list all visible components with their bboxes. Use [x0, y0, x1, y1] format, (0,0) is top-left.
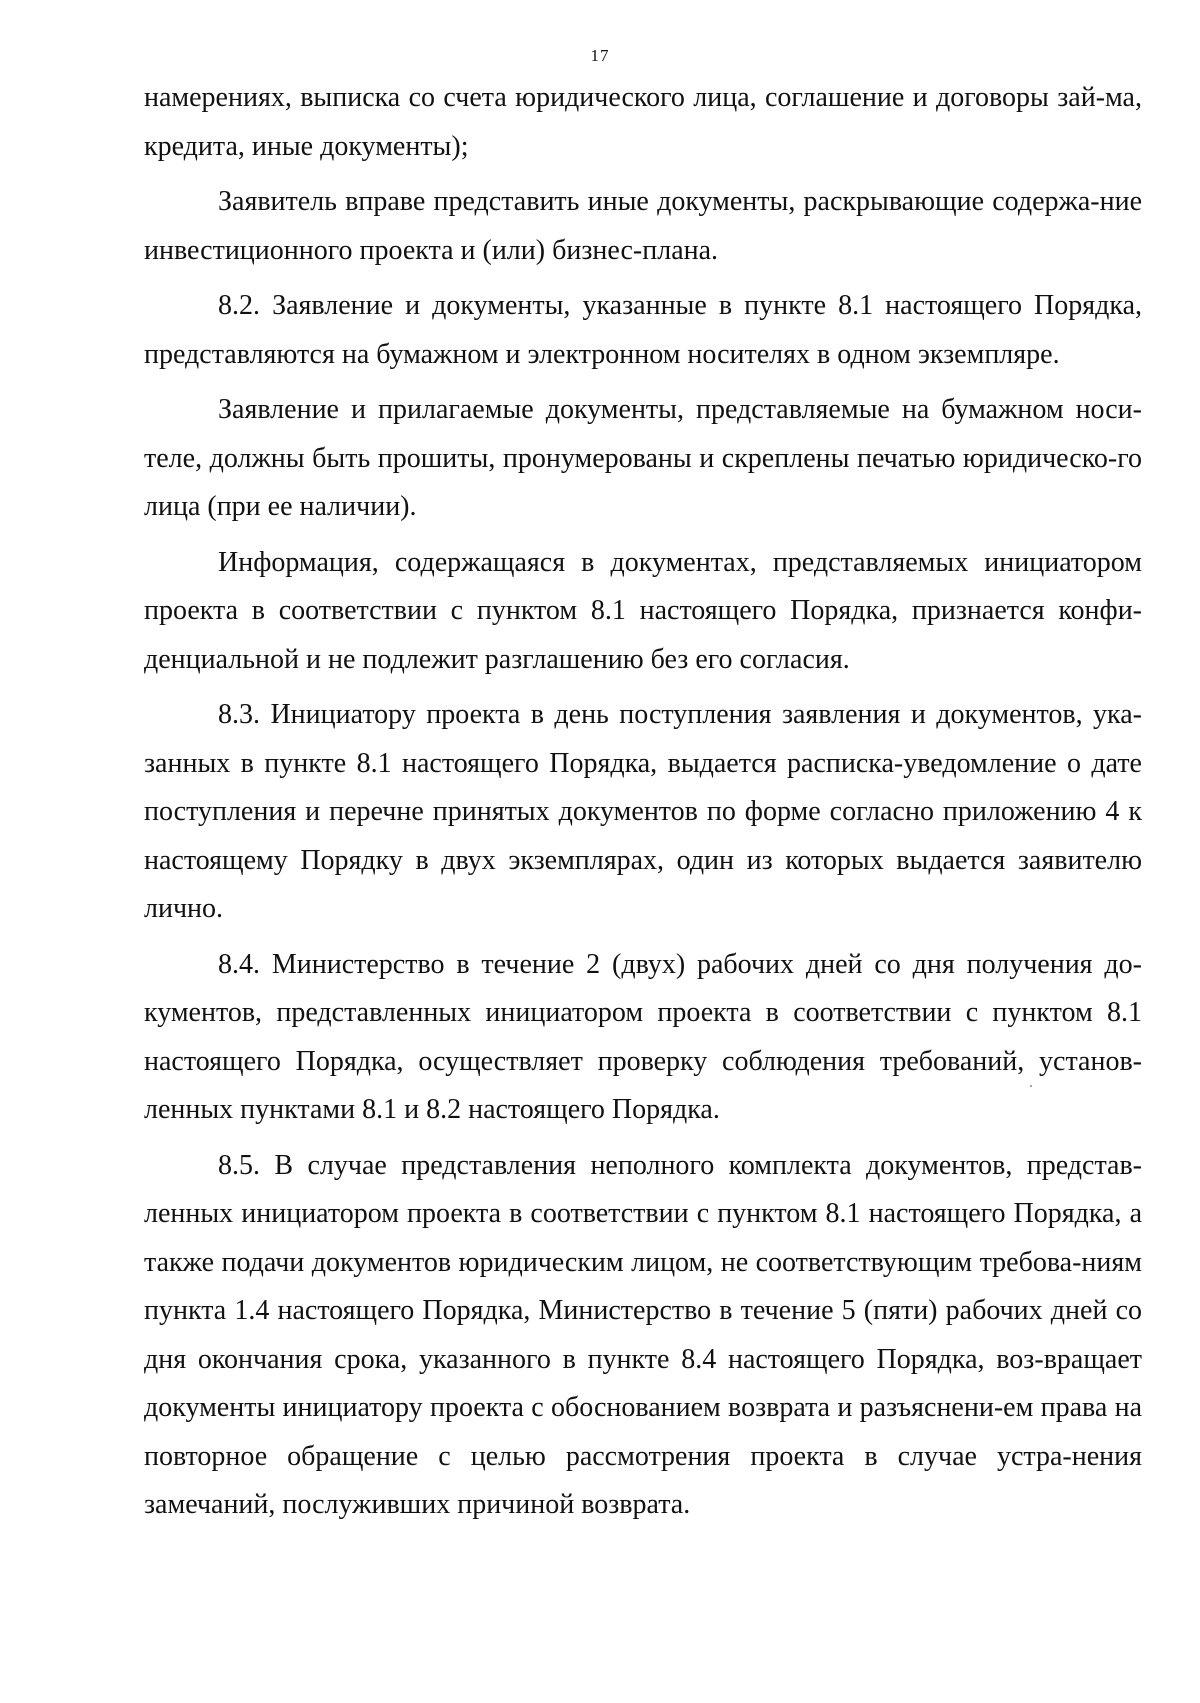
- scan-speck: [1030, 1085, 1032, 1087]
- page-number: 17: [590, 46, 610, 65]
- document-body: [144, 74, 1142, 1530]
- paragraph-8-2: 8.2. Заявление и документы, указанные в пункте 8.1 настоящего Порядка, представляются на бумажном и электронном носителях в одном экземпляре.: [144, 290, 1142, 370]
- paragraph-paper-submission: Заявление и прилагаемые документы, представляемые на бумажном носи-теле, должны быть прошиты, пронумерованы и скреплены печатью юридическо-го лица (при ее наличии).: [144, 394, 1142, 522]
- paragraph-8-3: 8.3. Инициатору проекта в день поступления заявления и документов, ука-занных в пункте 8.1 настоящего Порядка, выдается расписка-уведомление о дате поступления и перечне принятых документов по форме согласно приложению 4 к настоящему Порядку в двух экземплярах, один из которых выдается заявителю лично.: [144, 699, 1142, 924]
- paragraph-confidentiality: Информация, содержащаяся в документах, представляемых инициатором проекта в соответствии с пунктом 8.1 настоящего Порядка, признается конфи-денциальной и не подлежит разглашению без его согласия.: [144, 546, 1142, 675]
- paragraph-8-4: 8.4. Министерство в течение 2 (двух) рабочих дней со дня получения до-кументов, представленных инициатором проекта в соответствии с пунктом 8.1 настоящего Порядка, осуществляет проверку соблюдения требований, установ-ленных пунктами 8.1 и 8.2 настоящего Порядка.: [144, 948, 1142, 1125]
- paragraph-continuation: намерениях, выписка со счета юридического лица, соглашение и договоры зай-ма, кредита, иные документы);: [144, 82, 1142, 162]
- paragraph-additional-documents: Заявитель вправе представить иные документы, раскрывающие содержа-ние инвестиционного проекта и (или) бизнес-плана.: [144, 186, 1142, 266]
- paragraph-8-5: 8.5. В случае представления неполного комплекта документов, представ-ленных инициатором проекта в соответствии с пунктом 8.1 настоящего Порядка, а также подачи документов юридическим лицом, не соответствующим требова-ниям пункта 1.4 настоящего Порядка, Министерство в течение 5 (пяти) рабочих дней со дня окончания срока, указанного в пункте 8.4 настоящего Порядка, воз-вращает документы инициатору проекта с обоснованием возврата и разъяснени-ем права на повторное обращение с целью рассмотрения проекта в случае устра-нения замечаний, послуживших причиной возврата.: [144, 1149, 1142, 1520]
